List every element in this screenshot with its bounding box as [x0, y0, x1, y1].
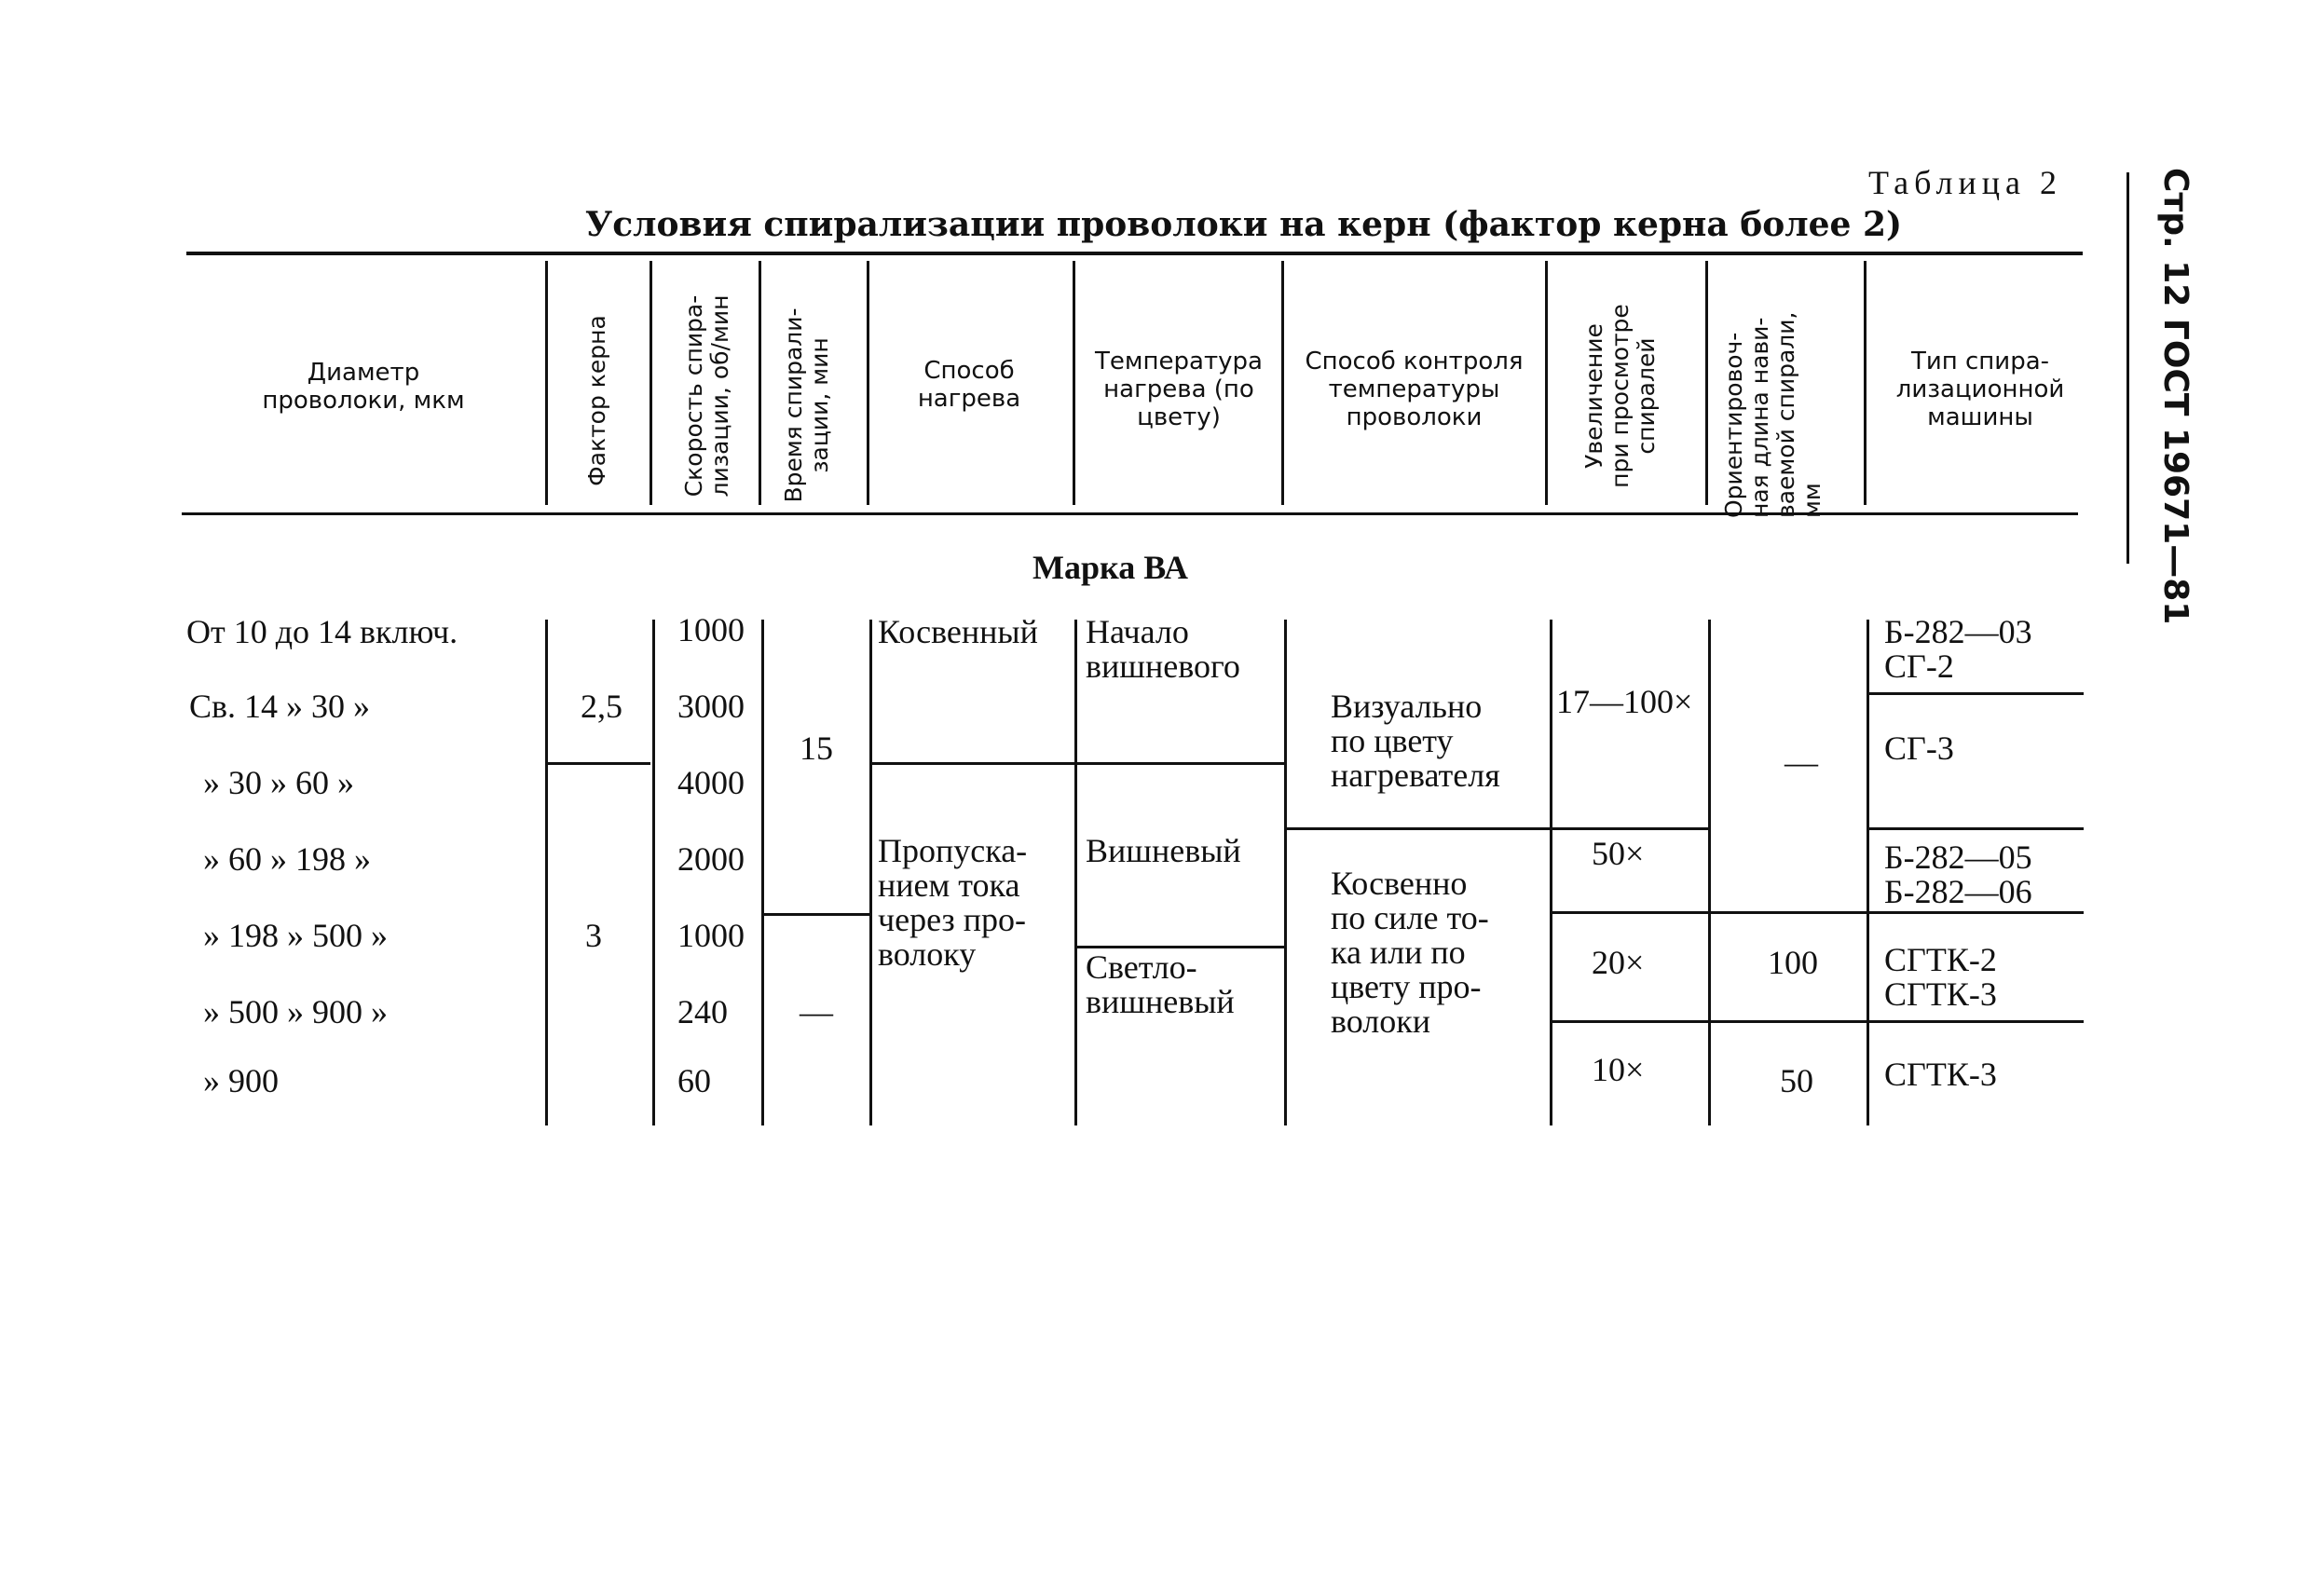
diameter-cell: От 10 до 14 включ.	[186, 613, 458, 650]
col-header-time	[781, 289, 837, 522]
header-sep	[1705, 261, 1708, 505]
header-top-rule	[186, 252, 2083, 255]
control-line: Визуально	[1331, 688, 1483, 725]
temperature-line: Светло-	[1086, 948, 1197, 986]
temperature-cell	[1086, 615, 1240, 684]
heating-line: Пропуска-	[878, 832, 1028, 869]
machine-line: СГТК-3	[1884, 975, 1997, 1013]
control-line: цвету про-	[1331, 968, 1482, 1005]
control-cell	[1331, 866, 1489, 1039]
col-header-control: Способ контроля температуры проволоки	[1305, 348, 1524, 431]
cell-rule	[872, 762, 1074, 765]
col-header-heating: Способ нагрева	[917, 357, 1021, 413]
table-label: Таблица 2	[1868, 164, 2062, 201]
core-factor-cell: 2,5	[581, 688, 622, 725]
machine-line: Б-282—06	[1884, 873, 2032, 910]
side-rule	[2126, 172, 2129, 564]
speed-cell: 3000	[677, 688, 745, 725]
machine-cell	[1884, 615, 2032, 684]
speed-cell: 60	[677, 1062, 711, 1099]
col-header-speed-line: лизации, об/мин	[706, 294, 733, 498]
machine-line: СГТК-2	[1884, 941, 1997, 978]
temperature-cell	[1086, 950, 1235, 1019]
body-sep	[545, 620, 548, 1125]
length-cell: 50	[1780, 1062, 1813, 1099]
length-cell: —	[1785, 743, 1818, 781]
header-sep	[759, 261, 761, 505]
machine-line: Б-282—03	[1884, 613, 2032, 650]
header-sep	[650, 261, 652, 505]
col-header-length-line: Ориентировоч-	[1720, 332, 1747, 518]
body-sep	[1284, 620, 1287, 1125]
header-sep	[867, 261, 869, 505]
heating-line: нием тока	[878, 866, 1020, 904]
body-sep	[1708, 620, 1711, 1125]
col-header-temperature: Температура нагрева (по цвету)	[1095, 348, 1263, 431]
col-header-length-line: ная длина нави-	[1746, 317, 1773, 518]
control-line: Косвенно	[1331, 865, 1468, 902]
col-header-length	[1721, 276, 1829, 518]
col-header-mag-line: при просмотре	[1607, 304, 1634, 488]
cell-rule	[1287, 827, 1550, 830]
magnification-cell: 20×	[1592, 944, 1645, 981]
diameter-cell: » 60 » 198 »	[203, 840, 371, 878]
table-title: Условия спирализации проволоки на керн (фактор керна более 2)	[585, 205, 1903, 244]
cell-rule	[764, 913, 869, 916]
cell-rule	[1552, 911, 1869, 914]
col-header-speed-line: Скорость спира-	[680, 294, 707, 498]
cell-rule	[1077, 762, 1284, 765]
temperature-line: вишневого	[1086, 648, 1240, 685]
magnification-cell: 10×	[1592, 1051, 1645, 1088]
machine-cell	[1884, 1057, 1997, 1092]
speed-cell: 1000	[677, 611, 745, 648]
header-sep	[1864, 261, 1867, 505]
control-line: нагревателя	[1331, 757, 1500, 794]
col-header-length-line: ваемой спирали,	[1772, 311, 1799, 518]
diameter-cell: Св. 14 » 30 »	[189, 688, 371, 725]
col-header-core-factor: Фактор керна	[583, 315, 610, 486]
length-cell: 100	[1768, 944, 1818, 981]
diameter-cell: » 198 » 500 »	[203, 917, 388, 954]
body-sep	[1074, 620, 1077, 1125]
section-title: Марка ВА	[1032, 549, 1188, 586]
col-header-mag-line: спиралей	[1633, 337, 1660, 455]
time-cell: 15	[800, 730, 833, 767]
col-header-time-line: зации, мин	[806, 337, 833, 473]
machine-cell	[1884, 731, 1954, 766]
speed-cell: 2000	[677, 840, 745, 878]
header-sep	[1281, 261, 1284, 505]
col-header-machine: Тип спира-лизационной машины	[1895, 348, 2065, 431]
temperature-cell: Вишневый	[1086, 832, 1241, 869]
magnification-cell: 50×	[1592, 835, 1645, 872]
body-sep	[1550, 620, 1552, 1125]
control-line: волоки	[1331, 1003, 1430, 1040]
control-cell	[1331, 689, 1500, 793]
col-header-mag-line: Увеличение	[1580, 323, 1607, 469]
machine-line: СГ-2	[1884, 648, 1954, 685]
cell-rule	[1869, 692, 2084, 695]
diameter-cell: » 500 » 900 »	[203, 993, 388, 1030]
core-factor-cell: 3	[585, 917, 602, 954]
speed-cell: 240	[677, 993, 728, 1030]
time-cell: —	[800, 993, 833, 1030]
temperature-line: вишневый	[1086, 983, 1235, 1020]
machine-cell	[1884, 840, 2032, 909]
heating-cell: Косвенный	[878, 613, 1038, 650]
heating-cell	[878, 834, 1027, 972]
diameter-cell: » 900	[203, 1062, 279, 1099]
magnification-cell: 17—100×	[1556, 683, 1693, 720]
machine-cell	[1884, 943, 1997, 1012]
heating-line: волоку	[878, 935, 977, 973]
side-page-header: Стр. 12 ГОСТ 19671—81	[2156, 168, 2195, 625]
control-line: ка или по	[1331, 934, 1466, 971]
cell-rule	[1869, 827, 2084, 830]
machine-line: Б-282—05	[1884, 839, 2032, 876]
header-sep	[1545, 261, 1548, 505]
heating-line: через про-	[878, 901, 1026, 938]
header-sep	[545, 261, 548, 505]
header-sep	[1073, 261, 1075, 505]
temperature-line: Начало	[1086, 613, 1189, 650]
body-sep	[869, 620, 872, 1125]
cell-rule	[1869, 911, 2084, 914]
body-sep	[1867, 620, 1869, 1125]
cell-rule	[1552, 827, 1708, 830]
control-line: по силе то-	[1331, 899, 1489, 936]
speed-cell: 1000	[677, 917, 745, 954]
machine-line: СГ-3	[1884, 730, 1954, 767]
cell-rule	[548, 762, 650, 765]
col-header-speed	[681, 270, 737, 522]
col-header-length-line: мм	[1798, 483, 1826, 518]
col-header-time-line: Время спирали-	[780, 307, 807, 503]
control-line: по цвету	[1331, 722, 1454, 759]
body-sep	[761, 620, 764, 1125]
col-header-diameter: Диаметр проволоки, мкм	[262, 359, 465, 415]
machine-line: СГТК-3	[1884, 1056, 1997, 1093]
body-sep	[652, 620, 655, 1125]
diameter-cell: » 30 » 60 »	[203, 764, 354, 801]
col-header-magnification	[1581, 275, 1665, 517]
speed-cell: 4000	[677, 764, 745, 801]
cell-rule	[1552, 1020, 1869, 1023]
cell-rule	[1869, 1020, 2084, 1023]
